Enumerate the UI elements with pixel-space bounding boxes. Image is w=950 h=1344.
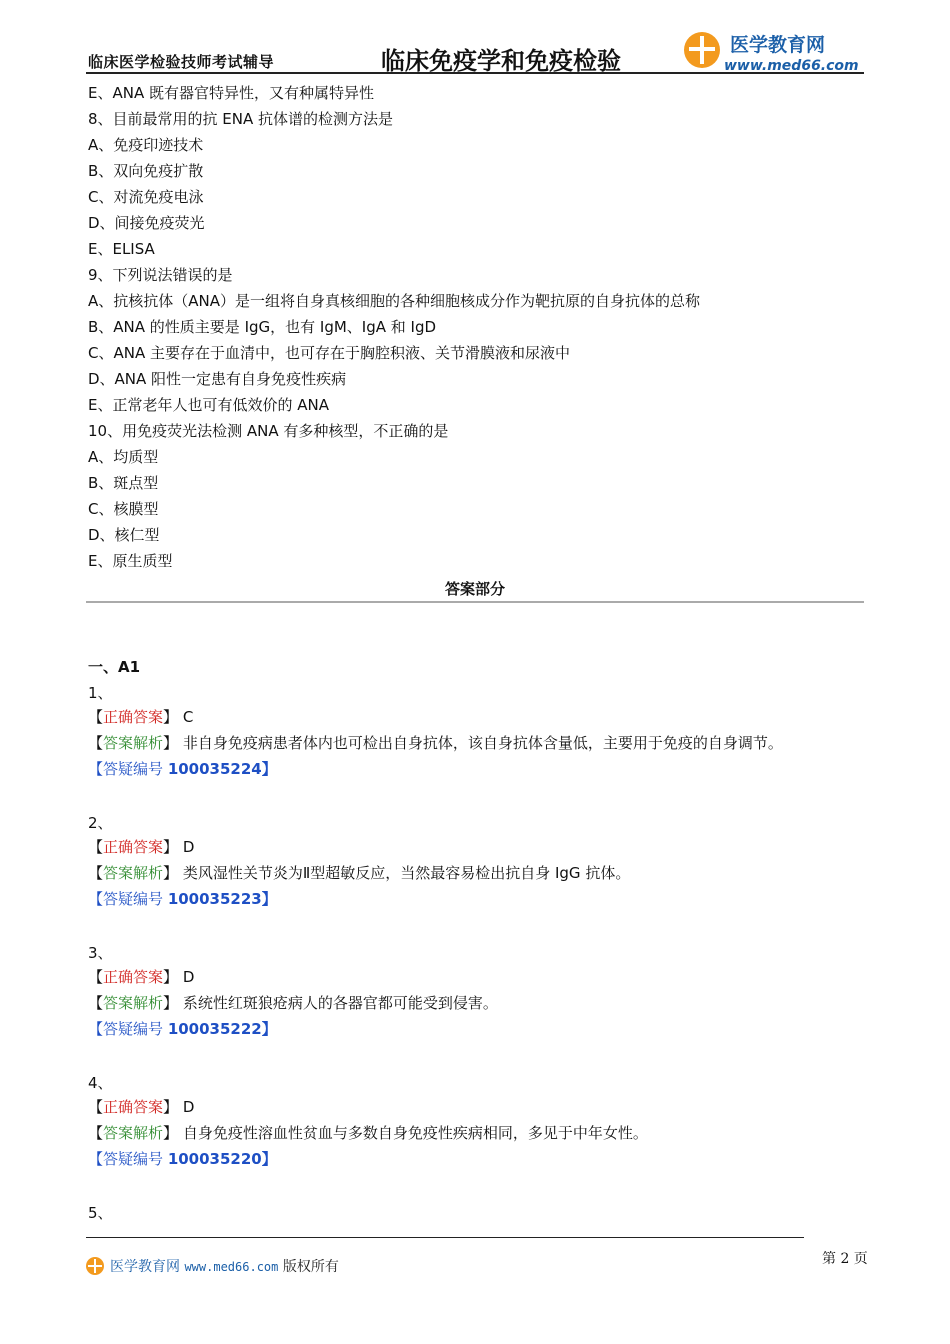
answer-section-title: 答案部分 — [444, 580, 505, 598]
answer-item-number: 2、 — [88, 814, 113, 832]
header-center-title: 临床免疫学和免疫检验 — [381, 47, 621, 75]
question-line: E、原生质型 — [88, 552, 173, 570]
question-line: 9、下列说法错误的是 — [88, 266, 233, 284]
med66-logo-icon — [684, 32, 720, 68]
footer-page-number: 第 2 页 — [822, 1251, 868, 1267]
question-line: E、正常老年人也可有低效价的 ANA — [88, 396, 329, 414]
footer-text: 医学教育网 www.med66.com 版权所有 — [110, 1259, 339, 1275]
analysis-text: 自身免疫性溶血性贫血与多数自身免疫性疾病相同，多见于中年女性。 — [182, 1124, 648, 1142]
correct-answer-value: D — [182, 968, 195, 986]
answer-item-number: 5、 — [88, 1204, 113, 1222]
question-line: B、ANA 的性质主要是 IgG，也有 IgM、IgA 和 IgD — [88, 318, 437, 336]
question-line: A、抗核抗体（ANA）是一组将自身真核细胞的各种细胞核成分作为靶抗原的自身抗体的总称 — [88, 292, 701, 310]
question-line: 8、目前最常用的抗 ENA 抗体谱的检测方法是 — [88, 110, 394, 128]
analysis-text: 类风湿性关节炎为Ⅱ型超敏反应，当然最容易检出抗自身 IgG 抗体。 — [182, 864, 631, 882]
question-line: B、斑点型 — [88, 474, 159, 492]
analysis-line: 【答案解析】 系统性红斑狼疮病人的各器官都可能受到侵害。 — [88, 994, 498, 1012]
correct-answer-value: C — [182, 708, 194, 726]
answer-item-number: 4、 — [88, 1074, 113, 1092]
correct-answer-label: 正确答案 — [103, 838, 164, 856]
correct-answer-label: 正确答案 — [103, 1098, 164, 1116]
analysis-label: 答案解析 — [103, 734, 164, 752]
qa-code-link[interactable]: 【答疑编号 100035220】 — [88, 1150, 277, 1168]
question-line: D、ANA 阳性一定患有自身免疫性疾病 — [88, 370, 347, 388]
answer-line: 【正确答案】 D — [88, 968, 195, 986]
analysis-label: 答案解析 — [103, 1124, 164, 1142]
analysis-line: 【答案解析】 非自身免疫病患者体内也可检出自身抗体，该自身抗体含量低，主要用于免疫的自身调节。 — [88, 734, 783, 752]
qa-code-link[interactable]: 【答疑编号 100035222】 — [88, 1020, 277, 1038]
question-line: C、对流免疫电泳 — [88, 188, 204, 206]
qa-code-link[interactable]: 【答疑编号 100035223】 — [88, 890, 277, 908]
answer-item-number: 3、 — [88, 944, 113, 962]
question-line: E、ELISA — [88, 240, 155, 258]
qa-code-link[interactable]: 【答疑编号 100035224】 — [88, 760, 277, 778]
analysis-label: 答案解析 — [103, 994, 164, 1012]
analysis-text: 非自身免疫病患者体内也可检出自身抗体，该自身抗体含量低，主要用于免疫的自身调节。 — [182, 734, 783, 752]
analysis-label: 答案解析 — [103, 864, 164, 882]
correct-answer-value: D — [182, 1098, 195, 1116]
question-line: D、间接免疫荧光 — [88, 214, 205, 232]
answer-line: 【正确答案】 C — [88, 708, 194, 726]
med66-footer-icon — [86, 1257, 104, 1275]
correct-answer-label: 正确答案 — [103, 708, 164, 726]
logo-text-cn: 医学教育网 — [730, 34, 826, 56]
analysis-line: 【答案解析】 类风湿性关节炎为Ⅱ型超敏反应，当然最容易检出抗自身 IgG 抗体。 — [88, 864, 631, 882]
question-line: B、双向免疫扩散 — [88, 162, 204, 180]
footer-divider — [86, 1237, 804, 1238]
question-line: A、免疫印迹技术 — [88, 136, 204, 154]
header-logo[interactable] — [684, 30, 864, 76]
question-line: C、核膜型 — [88, 500, 159, 518]
answer-line: 【正确答案】 D — [88, 1098, 195, 1116]
analysis-text: 系统性红斑狼疮病人的各器官都可能受到侵害。 — [182, 994, 498, 1012]
answer-item-number: 1、 — [88, 684, 113, 702]
analysis-line: 【答案解析】 自身免疫性溶血性贫血与多数自身免疫性疾病相同，多见于中年女性。 — [88, 1124, 648, 1142]
correct-answer-label: 正确答案 — [103, 968, 164, 986]
header-divider — [86, 72, 864, 74]
answer-subtitle: 一、A1 — [88, 658, 141, 676]
header-left-title: 临床医学检验技师考试辅导 — [88, 53, 275, 71]
answer-line: 【正确答案】 D — [88, 838, 195, 856]
question-line: E、ANA 既有器官特异性，又有种属特异性 — [88, 84, 374, 102]
question-line: D、核仁型 — [88, 526, 160, 544]
correct-answer-value: D — [182, 838, 195, 856]
question-line: A、均质型 — [88, 448, 159, 466]
answer-section-divider — [86, 601, 864, 603]
question-line: 10、用免疫荧光法检测 ANA 有多种核型，不正确的是 — [88, 422, 449, 440]
logo-text-url: www.med66.com — [724, 58, 859, 74]
question-line: C、ANA 主要存在于血清中，也可存在于胸腔积液、关节滑膜液和尿液中 — [88, 344, 570, 362]
